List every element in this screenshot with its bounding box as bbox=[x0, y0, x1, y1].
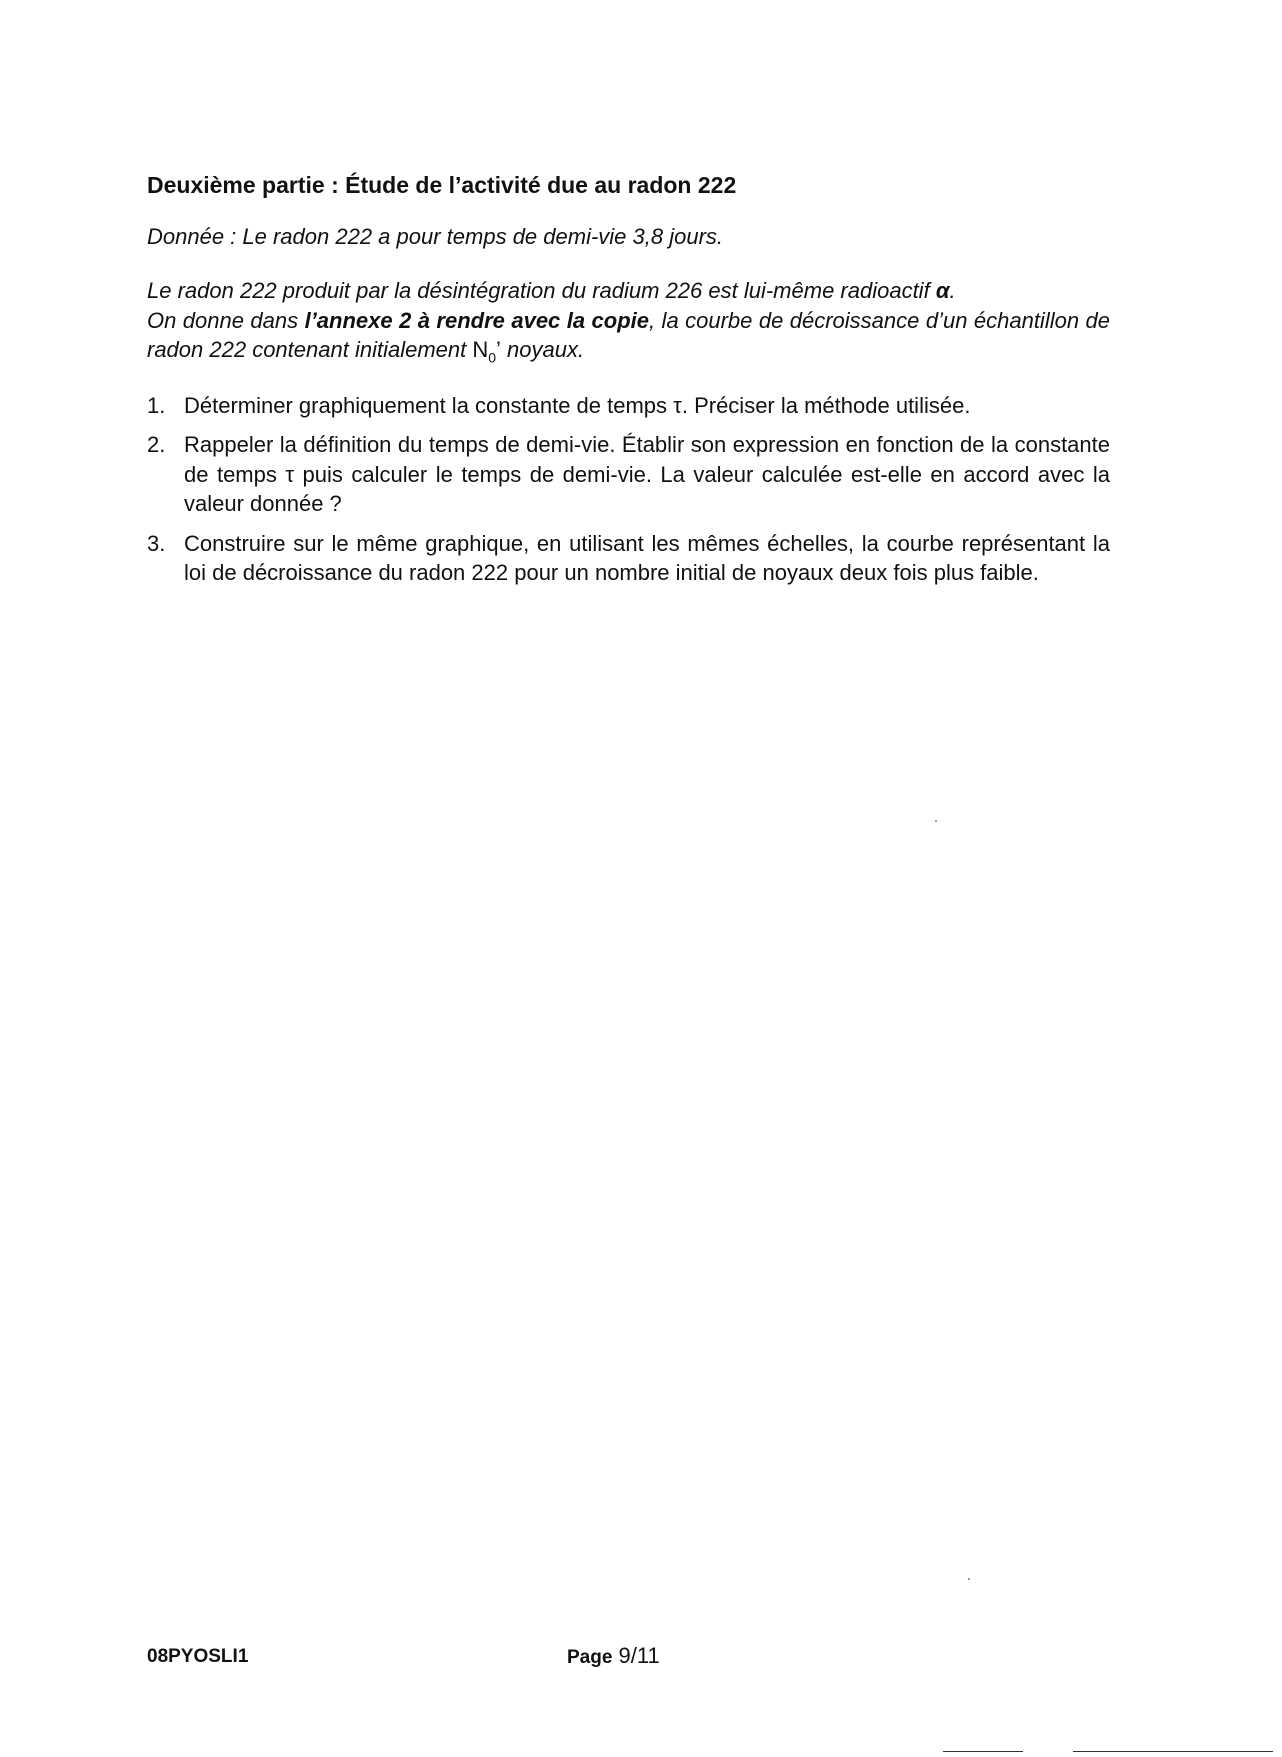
n0-letter: N bbox=[472, 337, 489, 362]
scan-speck bbox=[968, 1578, 970, 1580]
intro-line-1: Le radon 222 produit par la désintégration du radium 226 est lui-même radioactif bbox=[147, 278, 930, 303]
section-heading: Deuxième partie : Étude de l’activité due au radon 222 bbox=[147, 172, 737, 198]
intro-line-2-start: On donne dans bbox=[147, 307, 299, 333]
scan-rule-right bbox=[1073, 1751, 1273, 1752]
scan-speck bbox=[935, 820, 937, 822]
initial-nuclei-symbol bbox=[472, 337, 501, 366]
intro-line-1-period: . bbox=[949, 278, 956, 303]
question-list bbox=[147, 391, 1110, 588]
intro-paragraph bbox=[147, 276, 1110, 365]
question-text: Déterminer graphiquement la constante de temps τ. Préciser la méthode utilisée. bbox=[184, 392, 971, 418]
page-number bbox=[567, 1643, 660, 1669]
given-data: Donnée : Le radon 222 a pour temps de demi-vie 3,8 jours. bbox=[147, 224, 724, 249]
page-count: 9/11 bbox=[618, 1643, 660, 1668]
exam-code: 08PYOSLI1 bbox=[147, 1646, 249, 1667]
intro-noyaux: noyaux. bbox=[500, 337, 585, 362]
question-number: 2. bbox=[147, 432, 166, 457]
question-item bbox=[147, 529, 1110, 588]
scan-rule-left bbox=[943, 1751, 1023, 1752]
question-item bbox=[147, 430, 1110, 519]
question-number: 3. bbox=[147, 530, 166, 556]
question-item bbox=[147, 391, 1110, 421]
page-content bbox=[147, 168, 1110, 610]
question-number: 1. bbox=[147, 392, 166, 418]
annex-reference: l’annexe 2 à rendre avec la copie bbox=[304, 307, 649, 333]
n0-prime: ’ bbox=[496, 337, 501, 362]
page-label: Page bbox=[567, 1647, 613, 1668]
question-text: Construire sur le même graphique, en utilisant les mêmes échelles, la courbe représentant la loi de décroissance du radon 222 pour un nombre initial de noyaux deux fois plus faible. bbox=[184, 530, 1110, 585]
intro-line-2-end: , la courbe de décroissance d’un échantillon de radon 222 contenant initialement bbox=[147, 307, 1110, 362]
question-text: Rappeler la définition du temps de demi-vie. Établir son expression en fonction de la constante de temps τ puis calculer le temps de demi-vie. La valeur calculée est-elle en accord avec la valeur donnée ? bbox=[184, 432, 1110, 516]
n0-subscript: 0 bbox=[488, 349, 497, 366]
alpha-symbol: α bbox=[935, 278, 950, 303]
